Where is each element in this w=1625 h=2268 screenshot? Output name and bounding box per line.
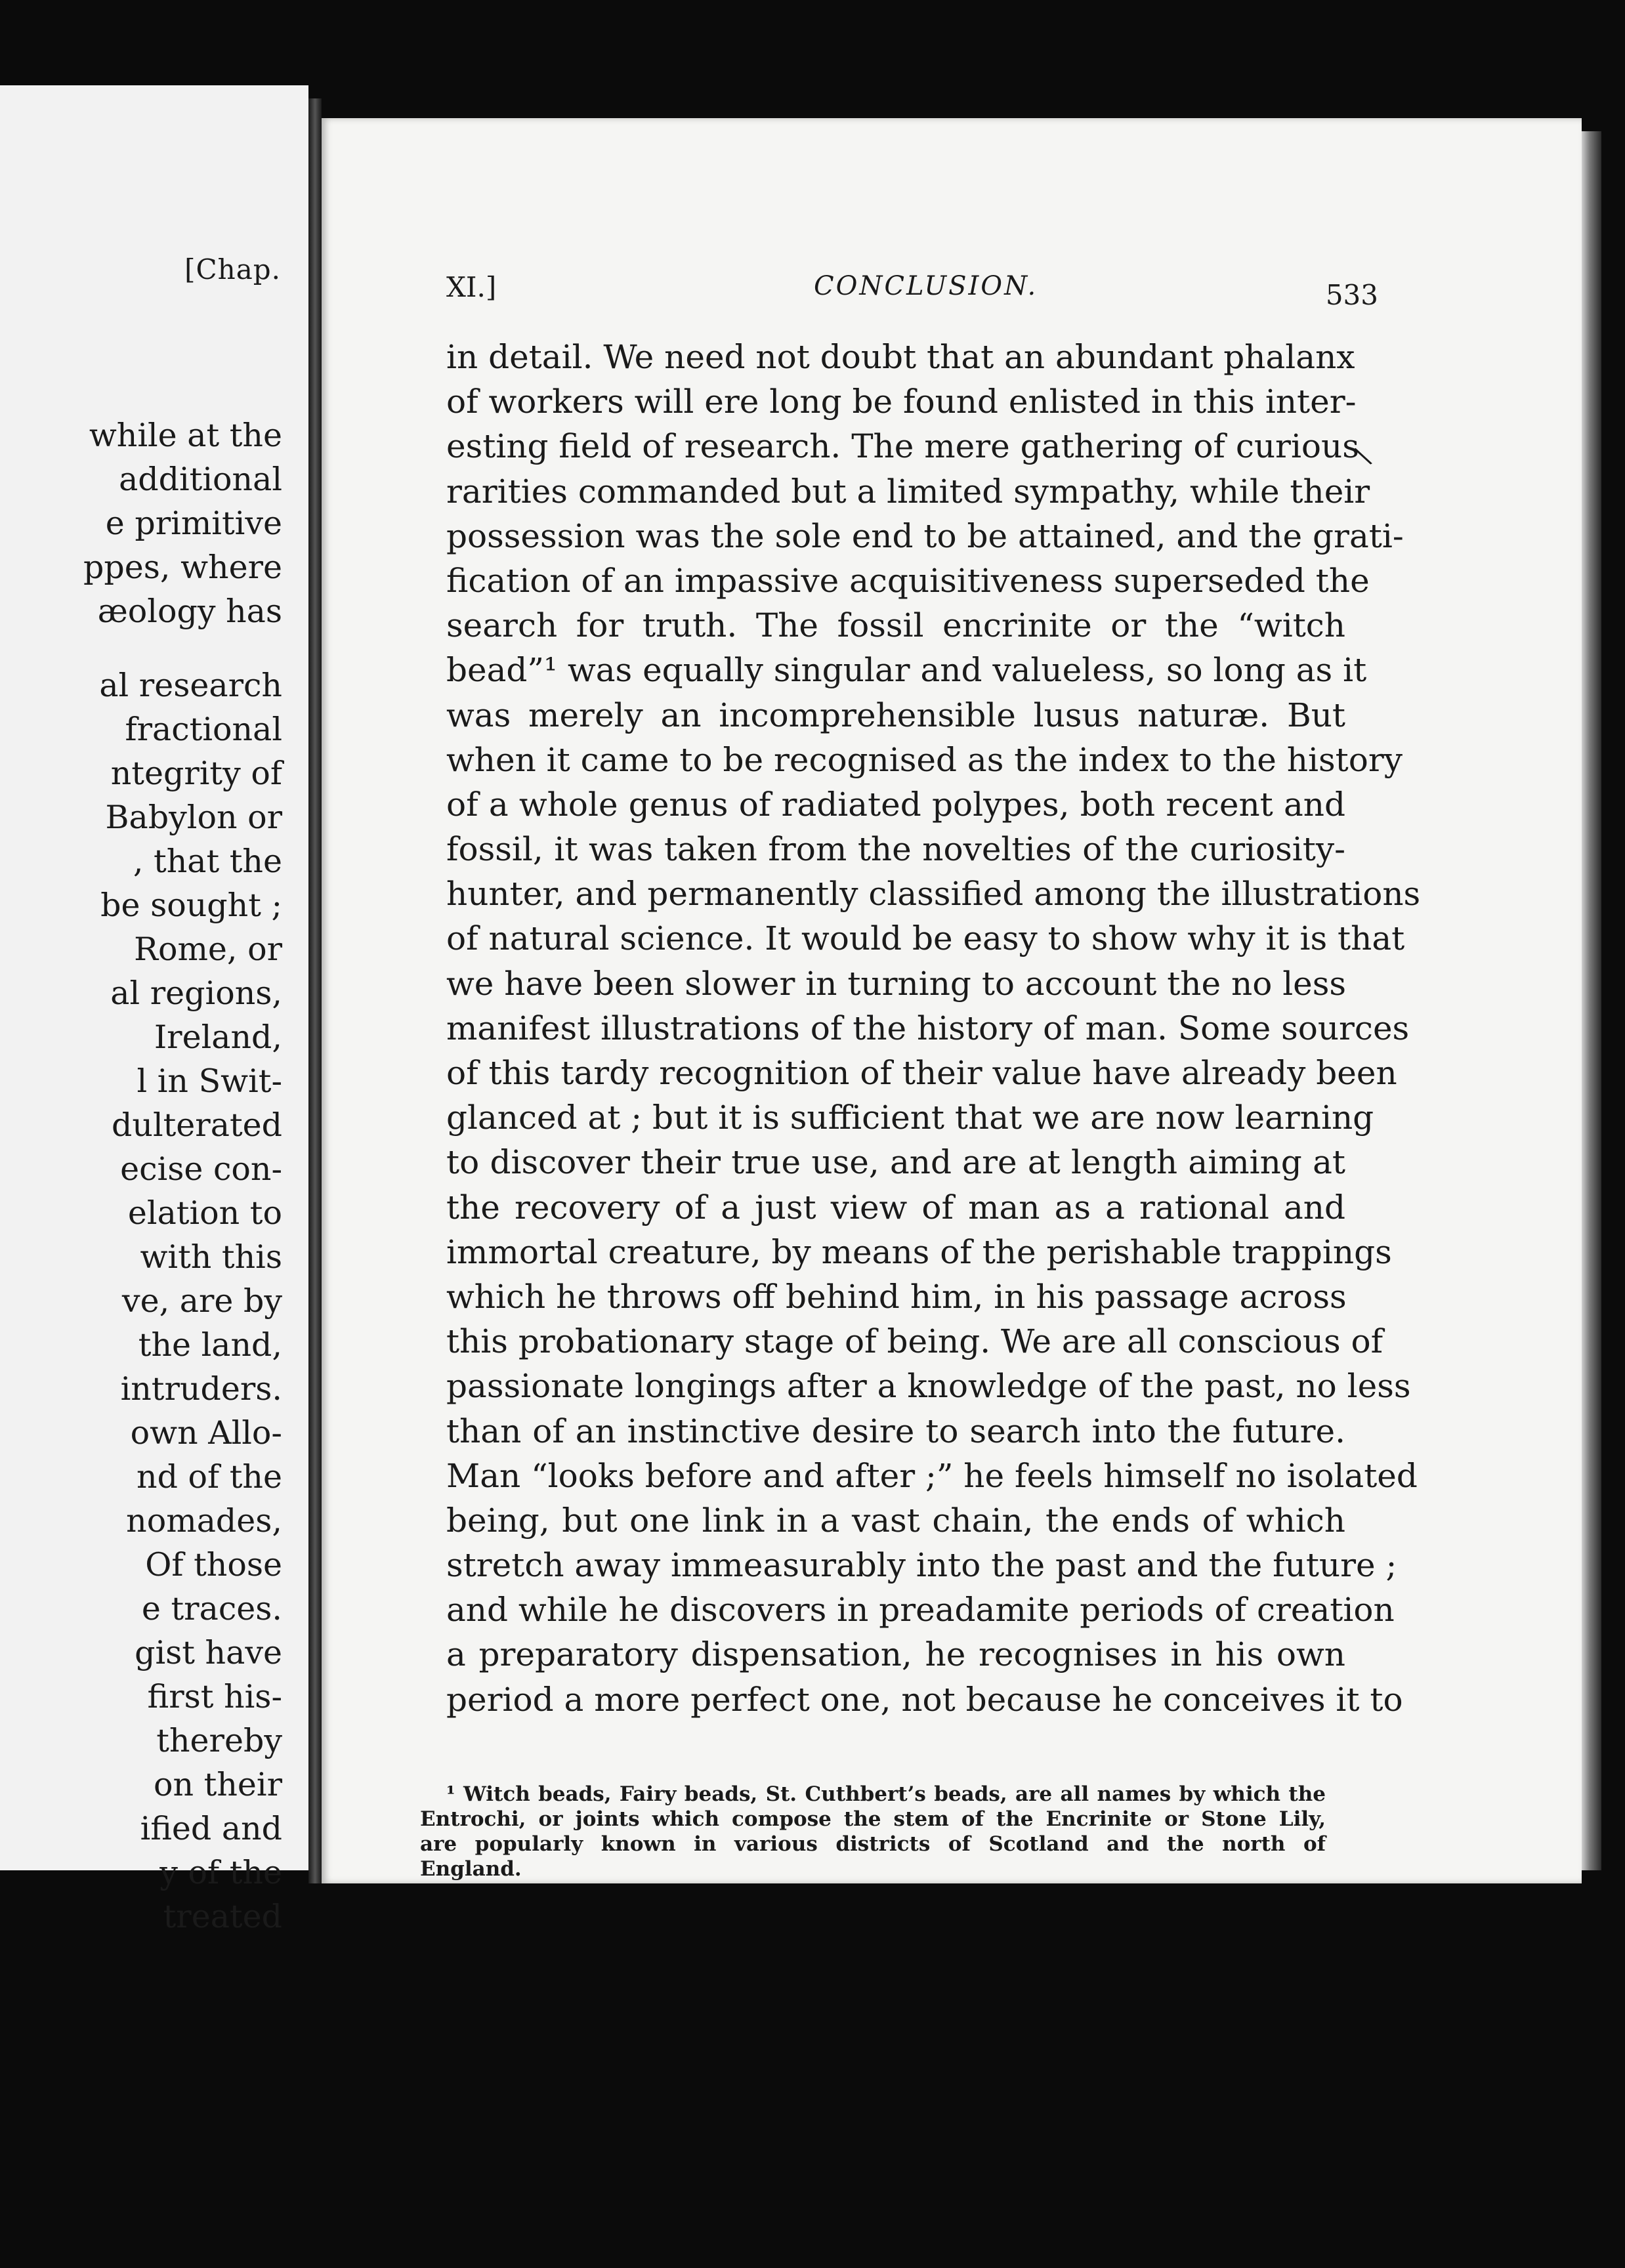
text-line: manifest illustrations of the history of man. Some sources: [446, 1009, 1410, 1047]
footnote-line: ¹ Witch beads, Fairy beads, St. Cuthbert’s beads, are all names by which the: [446, 1782, 1326, 1806]
text-line: was merely an incomprehensible lusus naturæ. But: [446, 696, 1345, 734]
left-line: additional: [119, 461, 282, 498]
text-line: esting field of research. The mere gathering of curious: [446, 427, 1359, 466]
left-line: Of those: [145, 1546, 282, 1584]
book-gutter: [308, 98, 322, 1883]
text-line: bead”¹ was equally singular and valueless, so long as it: [446, 651, 1367, 690]
text-line: of this tardy recognition of their value have already been: [446, 1054, 1397, 1092]
left-line: while at the: [89, 417, 282, 454]
text-line: stretch away immeasurably into the past and the future ;: [446, 1546, 1397, 1585]
text-line: fossil, it was taken from the novelties of the curiosity-: [446, 830, 1345, 869]
footnote-line: Entrochi, or joints which compose the stem of the Encrinite or Stone Lily,: [420, 1807, 1326, 1831]
page-number: 533: [1325, 279, 1378, 311]
page-edge: [1582, 131, 1601, 1870]
left-line: Babylon or: [105, 799, 282, 836]
text-line: possession was the sole end to be attained, and the grati-: [446, 516, 1404, 555]
text-line: search for truth. The fossil encrinite or the “witch: [446, 606, 1345, 645]
previous-page-fragment: [0, 85, 308, 1935]
left-line: Rome, or: [134, 931, 282, 968]
left-line: ecise con-: [120, 1150, 282, 1188]
text-line: hunter, and permanently classified among the illustrations: [446, 875, 1421, 914]
left-line: ified and: [140, 1810, 282, 1847]
left-line: first his-: [147, 1678, 282, 1715]
left-line: , that the: [133, 843, 282, 880]
footnote: [420, 1782, 1326, 1881]
running-title: CONCLUSION.: [814, 271, 1038, 301]
text-line: rarities commanded but a limited sympathy, while their: [446, 472, 1370, 511]
footnote-line: are popularly known in various districts of Scotland and the north of: [420, 1832, 1326, 1856]
left-line: elation to: [127, 1194, 282, 1232]
left-line: e traces.: [141, 1590, 282, 1628]
text-line: glanced at ; but it is sufficient that we are now learning: [446, 1099, 1374, 1137]
left-line: e primitive: [105, 505, 282, 542]
left-page-text: [83, 413, 282, 1939]
left-line: thereby: [156, 1722, 282, 1759]
left-line: ntegrity of: [110, 755, 282, 792]
left-line: Ireland,: [154, 1018, 282, 1056]
left-line: y of the: [159, 1854, 282, 1891]
text-line: being, but one link in a vast chain, the ends of which: [446, 1501, 1345, 1540]
left-line: nomades,: [126, 1502, 282, 1540]
text-line: which he throws off behind him, in his passage across: [446, 1277, 1347, 1316]
text-line: the recovery of a just view of man as a rational and: [446, 1188, 1345, 1227]
margin-mark: \: [1351, 440, 1375, 472]
text-line: fication of an impassive acquisitiveness superseded the: [446, 561, 1370, 600]
body-text: [446, 335, 1421, 1722]
left-line: ve, are by: [121, 1282, 282, 1320]
text-line: of natural science. It would be easy to show why it is that: [446, 919, 1405, 958]
text-line: a preparatory dispensation, he recognises in his own: [446, 1635, 1345, 1674]
text-line: Man “looks before and after ;” he feels himself no isolated: [446, 1456, 1418, 1495]
left-line: ppes, where: [83, 549, 282, 586]
left-line: gist have: [135, 1634, 282, 1671]
left-line: be sought ;: [100, 887, 282, 924]
text-line: passionate longings after a knowledge of the past, no less: [446, 1367, 1411, 1406]
text-line: when it came to be recognised as the index to the history: [446, 740, 1403, 779]
text-line: of a whole genus of radiated polypes, both recent and: [446, 785, 1345, 824]
left-line: al research: [99, 667, 282, 704]
text-line: than of an instinctive desire to search into the future.: [446, 1412, 1345, 1450]
footnote-line: England.: [420, 1857, 522, 1881]
left-line: the land,: [138, 1326, 282, 1364]
running-header: [446, 266, 1378, 312]
text-line: of workers will ere long be found enlisted in this inter-: [446, 383, 1357, 421]
left-line: with this: [140, 1238, 282, 1276]
left-line: fractional: [125, 711, 282, 748]
chapter-label: XI.]: [446, 271, 497, 303]
text-line: immortal creature, by means of the perishable trappings: [446, 1232, 1392, 1271]
left-line: intruders.: [120, 1370, 282, 1408]
left-line: dulterated: [112, 1106, 282, 1144]
left-line: l in Swit-: [137, 1062, 282, 1100]
left-line: al regions,: [110, 975, 282, 1012]
left-line: æology has: [97, 593, 282, 630]
left-line: own Allo-: [130, 1414, 282, 1452]
text-line: we have been slower in turning to account the no less: [446, 964, 1347, 1003]
left-running-head: [Chap.: [184, 253, 281, 285]
text-line: and while he discovers in preadamite periods of creation: [446, 1591, 1395, 1629]
left-line: nd of the: [137, 1458, 282, 1496]
text-line: to discover their true use, and are at length aiming at: [446, 1143, 1345, 1182]
left-line: on their: [154, 1766, 282, 1803]
text-line: period a more perfect one, not because he conceives it to: [446, 1680, 1403, 1719]
text-line: in detail. We need not doubt that an abundant phalanx: [446, 338, 1355, 376]
left-line: treated: [163, 1898, 282, 1935]
text-line: this probationary stage of being. We are all conscious of: [446, 1322, 1383, 1361]
